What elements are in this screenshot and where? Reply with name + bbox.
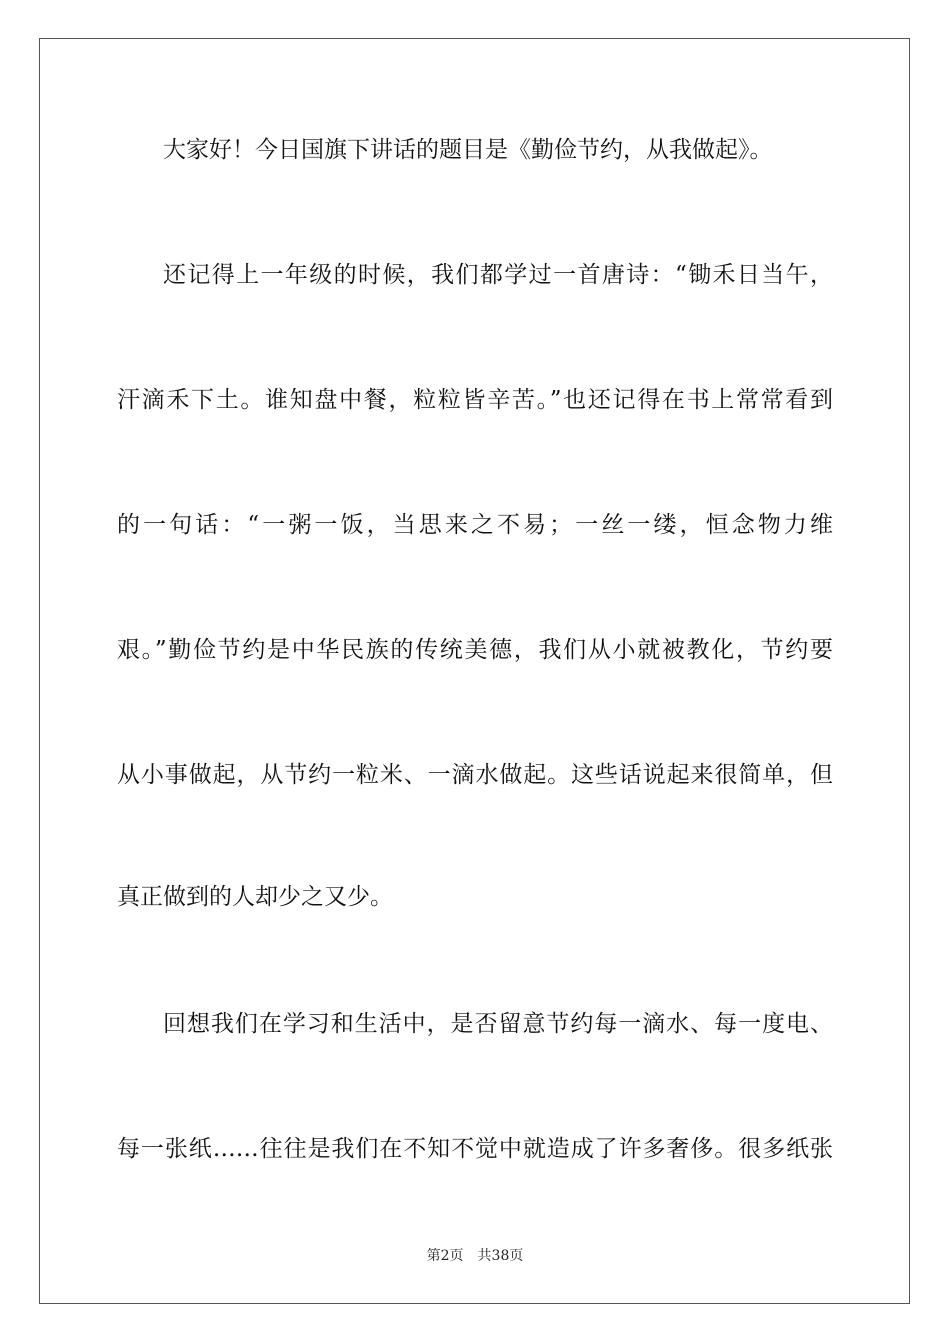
page-total: 共38页 [477,1248,524,1264]
paragraph-line: 大家好！今日国旗下讲话的题目是《勤俭节约，从我做起》。 [163,137,773,163]
paragraph-line: 的一句话：“一粥一饭，当思来之不易；一丝一缕，恒念物力维 [117,512,833,538]
paragraph-line: 从小事做起，从节约一粒米、一滴水做起。这些话说起来很简单，但 [117,762,833,788]
paragraph-line: 回想我们在学习和生活中，是否留意节约每一滴水、每一度电、 [163,1011,833,1037]
page-footer [0,1246,950,1266]
page-number: 第2页 [426,1248,464,1264]
paragraph-line: 汗滴禾下土。谁知盘中餐，粒粒皆辛苦。”也还记得在书上常常看到 [117,387,833,413]
paragraph-line: 还记得上一年级的时候，我们都学过一首唐诗：“锄禾日当午， [163,262,833,288]
paragraph-line: 每一张纸……往往是我们在不知不觉中就造成了许多奢侈。很多纸张 [117,1136,833,1162]
paragraph-line: 艰。”勤俭节约是中华民族的传统美德，我们从小就被教化，节约要 [117,637,833,663]
page-border [39,38,910,1304]
paragraph-line: 真正做到的人却少之又少。 [117,884,393,910]
